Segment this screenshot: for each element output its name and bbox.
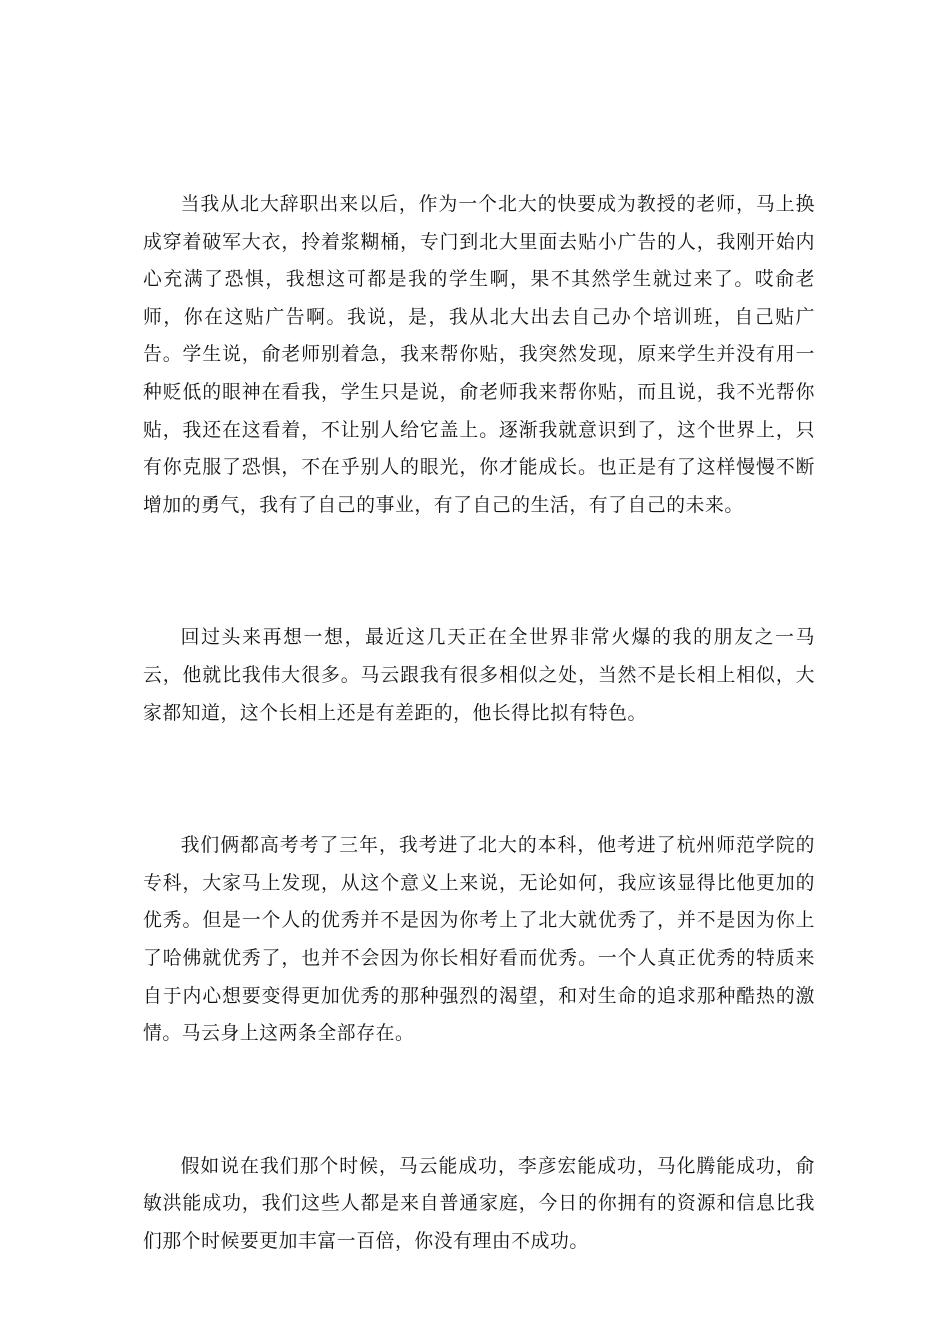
paragraph-gap [143, 1053, 950, 1148]
paragraph-gap [143, 732, 950, 827]
paragraph-gap [143, 524, 950, 619]
paragraph-1: 当我从北大辞职出来以后，作为一个北大的快要成为教授的老师，马上换成穿着破军大衣，拎着浆糊桶，专门到北大里面去贴小广告的人，我刚开始内心充满了恐惧，我想这可都是我的学生啊，果不其然学生就过来了。哎俞老师，你在这贴广告啊。我说，是，我从北大出去自己办个培训班，自己贴广告。学生说，俞老师别着急，我来帮你贴，我突然发现，原来学生并没有用一种贬低的眼神在看我，学生只是说，俞老师我来帮你贴，而且说，我不光帮你贴，我还在这看着，不让别人给它盖上。逐渐我就意识到了，这个世界上，只有你克服了恐惧，不在乎别人的眼光，你才能成长。也正是有了这样慢慢不断增加的勇气，我有了自己的事业，有了自己的生活，有了自己的未来。 [143, 194, 815, 516]
paragraph-4: 假如说在我们那个时候，马云能成功，李彦宏能成功，马化腾能成功，俞敏洪能成功，我们这些人都是来自普通家庭，今日的你拥有的资源和信息比我们那个时候要更加丰富一百倍，你没有理由不成功。 [143, 1155, 815, 1252]
paragraph-2: 回过头来再想一想，最近这几天正在全世界非常火爆的我的朋友之一马云，他就比我伟大很多。马云跟我有很多相似之处，当然不是长相上相似，大家都知道，这个长相上还是有差距的，他长得比拟有特色。 [143, 627, 815, 724]
paragraph-3: 我们俩都高考考了三年，我考进了北大的本科，他考进了杭州师范学院的专科，大家马上发现，从这个意义上来说，无论如何，我应该显得比他更加的优秀。但是一个人的优秀并不是因为你考上了北大就优秀了，并不是因为你上了哈佛就优秀了，也并不会因为你长相好看而优秀。一个人真正优秀的特质来自于内心想要变得更加优秀的那种强烈的渴望，和对生命的追求那种酷热的激情。马云身上这两条全部存在。 [143, 835, 815, 1045]
